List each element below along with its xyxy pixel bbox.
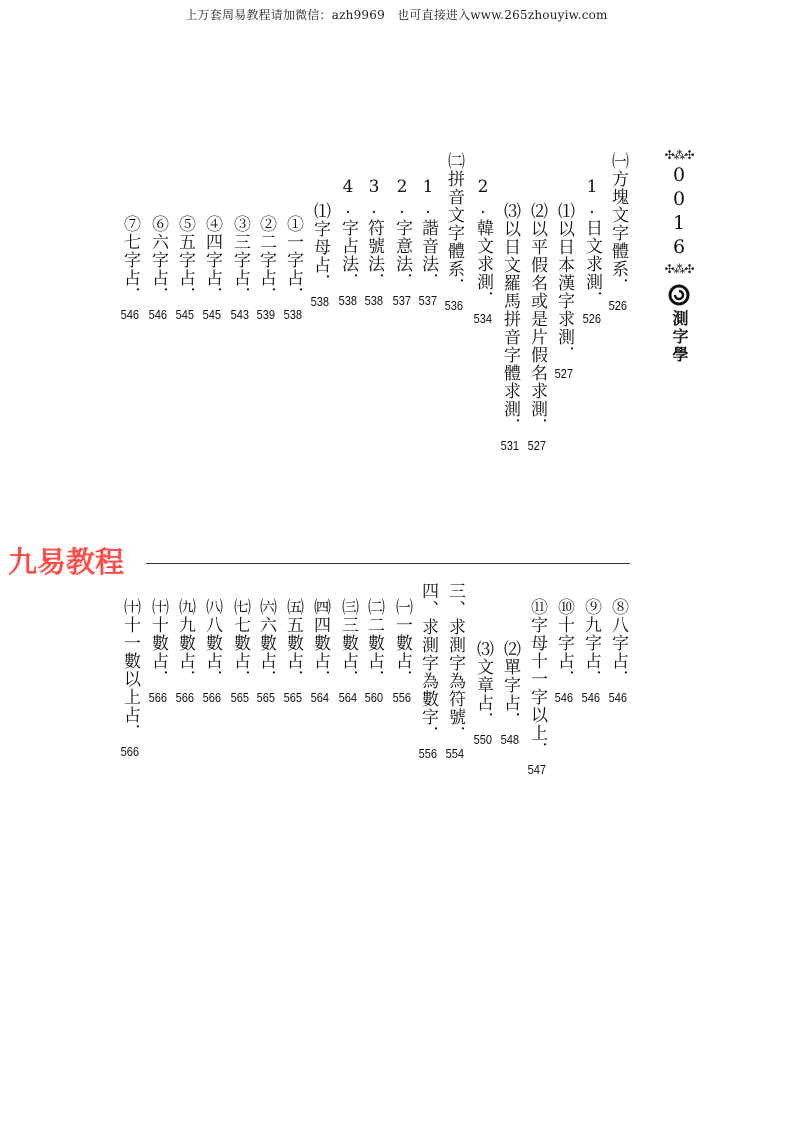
toc-entry-page: 543 xyxy=(230,307,250,322)
toc-entry xyxy=(362,177,386,308)
toc-entry xyxy=(442,152,466,313)
toc-entry-title: ⑵以平假名或是片假名求測． xyxy=(527,202,547,436)
toc-entry-page: 560 xyxy=(364,690,384,705)
toc-entry-page: 546 xyxy=(581,690,601,705)
toc-entry-title: 1.日文求測． xyxy=(582,177,602,309)
toc-entry xyxy=(580,177,604,326)
toc-entry-title: 2.字意法． xyxy=(392,177,412,291)
toc-entry xyxy=(390,177,414,308)
toc-entry-page: 526 xyxy=(582,311,602,326)
toc-entry-page: 538 xyxy=(364,293,384,308)
toc-entry-title: ⑩十字占． xyxy=(554,598,574,688)
toc-entry xyxy=(471,177,495,326)
book-title: 測字學 xyxy=(670,310,689,364)
toc-entry xyxy=(308,598,332,705)
toc-entry xyxy=(200,215,224,322)
toc-entry xyxy=(552,202,576,381)
toc-entry xyxy=(552,598,576,705)
toc-entry-page: 531 xyxy=(500,438,520,453)
toc-entry-title: ㈨九數占． xyxy=(175,598,195,688)
toc-entry-title: ㈧八數占． xyxy=(202,598,222,688)
toc-entry xyxy=(254,598,278,705)
toc-entry xyxy=(336,598,360,705)
toc-entry-title: ㈡二數占． xyxy=(364,598,384,688)
toc-entry-title: ②二字占． xyxy=(256,215,276,305)
toc-entry-title: ③三字占． xyxy=(230,215,250,305)
toc-entry-page: 537 xyxy=(392,293,412,308)
toc-entry-title: ㈥六數占． xyxy=(256,598,276,688)
toc-entry xyxy=(173,215,197,322)
toc-entry-page: 539 xyxy=(256,307,276,322)
toc-entry xyxy=(200,598,224,705)
toc-entry xyxy=(118,215,142,322)
toc-entry-page: 546 xyxy=(554,690,574,705)
toc-entry xyxy=(606,598,630,705)
toc-entry-title: ⑪字母十一字以上． xyxy=(527,598,547,760)
toc-entry xyxy=(579,598,603,705)
toc-entry-page: 548 xyxy=(500,732,520,747)
toc-entry xyxy=(336,177,360,308)
page-number-column xyxy=(661,148,697,364)
toc-entry-title: ⑴以日本漢字求測． xyxy=(554,202,574,364)
toc-entry xyxy=(498,202,522,453)
toc-entry xyxy=(498,640,522,747)
toc-entry xyxy=(228,215,252,322)
toc-entry xyxy=(118,598,142,759)
toc-entry-title: 三、求測字為符號． xyxy=(445,582,465,744)
spiral-logo-icon xyxy=(668,284,690,306)
toc-entry-page: 564 xyxy=(310,690,330,705)
toc-entry-page: 526 xyxy=(608,298,628,313)
toc-entry-page: 566 xyxy=(175,690,195,705)
toc-entry-page: 550 xyxy=(473,732,493,747)
toc-entry-title: ㈠方塊文字體系． xyxy=(608,152,628,296)
toc-entry-page: 537 xyxy=(418,293,438,308)
toc-entry-page: 556 xyxy=(418,746,438,761)
toc-entry-title: ⑧八字占． xyxy=(608,598,628,688)
toc-entry-title: ㈩十數占． xyxy=(148,598,168,688)
toc-entry-title: ④四字占． xyxy=(202,215,222,305)
toc-entry-title: 4.字占法． xyxy=(338,177,358,291)
toc-entry-page: 565 xyxy=(283,690,303,705)
toc-entry-page: 564 xyxy=(338,690,358,705)
toc-entry-title: ㈡拼音文字體系． xyxy=(444,152,464,296)
toc-entry xyxy=(606,152,630,313)
toc-entry-title: ⑥六字占． xyxy=(148,215,168,305)
toc-entry xyxy=(362,598,386,705)
page-number: 0016 xyxy=(668,164,690,260)
header-watermark-note: 上万套周易教程请加微信：azh9969 也可直接进入www.265zhouyiw.com xyxy=(185,8,608,22)
toc-entry-page: 565 xyxy=(230,690,250,705)
toc-entry-page: 545 xyxy=(175,307,195,322)
toc-entry-page: 556 xyxy=(392,690,412,705)
toc-entry-title: ⑶以日文羅馬拼音字體求測． xyxy=(500,202,520,436)
toc-entry-title: ㈤五數占． xyxy=(283,598,303,688)
toc-entry-title: ㈦七數占． xyxy=(230,598,250,688)
toc-entry xyxy=(443,582,467,761)
toc-entry xyxy=(416,177,440,308)
toc-entry-page: 546 xyxy=(120,307,140,322)
toc-entry-title: 3.符號法． xyxy=(364,177,384,291)
toc-entry-page: 545 xyxy=(202,307,222,322)
toc-entry-page: 547 xyxy=(527,762,547,777)
toc-entry-title: ㈢三數占． xyxy=(338,598,358,688)
toc-entry-page: 546 xyxy=(608,690,628,705)
divider-rule xyxy=(146,563,630,564)
toc-entry-title: ①一字占． xyxy=(283,215,303,305)
toc-entry-page: 534 xyxy=(473,311,493,326)
toc-entry-page: 527 xyxy=(554,366,574,381)
toc-entry-page: 538 xyxy=(310,294,330,309)
ornament-top-icon: ✣⁂✣ xyxy=(664,148,694,162)
toc-entry-title: 1.諧音法． xyxy=(418,177,438,291)
toc-entry xyxy=(281,598,305,705)
toc-entry-page: 538 xyxy=(283,307,303,322)
toc-entry-title: ㈠一數占． xyxy=(392,598,412,688)
toc-entry-page: 565 xyxy=(256,690,276,705)
toc-entry-title: ㈣四數占． xyxy=(310,598,330,688)
toc-entry-page: 566 xyxy=(120,744,140,759)
toc-entry xyxy=(390,598,414,705)
toc-entry xyxy=(254,215,278,322)
toc-entry-title: ⑵單字占． xyxy=(500,640,520,730)
toc-entry-title: ⑴字母占． xyxy=(310,202,330,292)
toc-entry xyxy=(146,598,170,705)
toc-entry-title: ⑨九字占． xyxy=(581,598,601,688)
toc-entry xyxy=(308,202,332,309)
toc-entry-title: 四、求測字為數字． xyxy=(418,582,438,744)
toc-entry-page: 527 xyxy=(527,438,547,453)
toc-entry-title: ⑦七字占． xyxy=(120,215,140,305)
toc-entry-page: 554 xyxy=(445,746,465,761)
toc-entry-page: 566 xyxy=(148,690,168,705)
toc-entry-page: 536 xyxy=(444,298,464,313)
site-logo: 九易教程 xyxy=(8,545,125,579)
toc-entry-title: ⑤五字占． xyxy=(175,215,195,305)
toc-entry xyxy=(525,202,549,453)
toc-entry-page: 538 xyxy=(338,293,358,308)
toc-entry xyxy=(471,640,495,747)
toc-entry xyxy=(416,582,440,761)
toc-entry xyxy=(146,215,170,322)
toc-entry xyxy=(173,598,197,705)
toc-entry-title: ⑶文章占． xyxy=(473,640,493,730)
toc-entry-page: 566 xyxy=(202,690,222,705)
ornament-bottom-icon: ✣⁂✣ xyxy=(664,262,694,276)
toc-entry xyxy=(525,598,549,777)
toc-entry-title: ㈩十一數以上占． xyxy=(120,598,140,742)
toc-entry xyxy=(281,215,305,322)
toc-entry-title: 2.韓文求測． xyxy=(473,177,493,309)
toc-entry-page: 546 xyxy=(148,307,168,322)
toc-entry xyxy=(228,598,252,705)
